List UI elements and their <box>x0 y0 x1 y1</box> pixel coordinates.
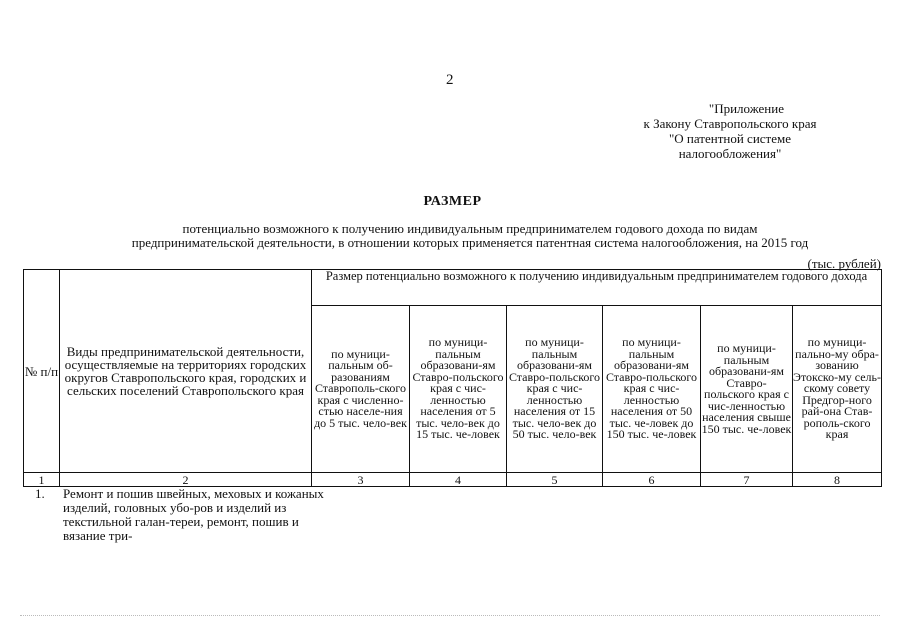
appendix-line-1: "Приложение <box>708 101 784 116</box>
column-number-3: 3 <box>312 473 410 487</box>
subtitle-line-2: предпринимательской деятельности, в отношении которых применяется патентная система налогообложения, на 2015 год <box>131 235 809 250</box>
page-number: 2 <box>446 72 454 88</box>
column-number-5: 5 <box>507 473 603 487</box>
header-pop-50k-150k: по муници-пальным образовани-ям Ставро-польского края с чис-ленностью населения от 50 тыс. че-ловек до 150 тыс. че-ловек <box>603 306 701 473</box>
header-pop-over-150k: по муници-пальным образовани-ям Ставро-польского края с чис-ленностью населения свыше 150 тыс. че-ловек <box>701 306 793 473</box>
column-number-2: 2 <box>60 473 312 487</box>
header-pop-15k-50k: по муници-пальным образовани-ям Ставро-польского края с чис-ленностью населения от 15 тыс. чело-век до 50 тыс. чело-век <box>507 306 603 473</box>
row-number: 1. <box>35 486 45 501</box>
header-pop-up-to-5k: по муници-пальным об-разованиям Ставрополь-ского края с численно-стью населе-ния до 5 тыс. чело-век <box>312 306 410 473</box>
document-title: РАЗМЕР <box>423 194 482 209</box>
header-number: № п/п <box>24 270 60 473</box>
column-number-1: 1 <box>24 473 60 487</box>
income-table <box>23 269 882 487</box>
header-income-group: Размер потенциально возможного к получению индивидуальным предпринимателем годового дохода <box>312 270 882 306</box>
column-number-8: 8 <box>793 473 882 487</box>
appendix-line-3: "О патентной системе <box>668 131 792 146</box>
scan-artifact-line <box>20 615 880 616</box>
appendix-line-4: налогообложения" <box>678 146 782 161</box>
appendix-heading <box>600 101 860 161</box>
document-subtitle <box>40 222 900 250</box>
header-activity-kind: Виды предпринимательской деятельности, осуществляемые на территориях городских округов Ставропольского края, городских и сельских поселений Ставропольского края <box>60 270 312 473</box>
units-note: (тыс. рублей) <box>807 256 881 271</box>
subtitle-line-1: потенциально возможного к получению индивидуальным предпринимателем годового дохода по видам <box>182 221 758 236</box>
column-number-6: 6 <box>603 473 701 487</box>
header-pop-5k-15k: по муници-пальным образовани-ям Ставро-польского края с чис-ленностью населения от 5 тыс. чело-век до 15 тыс. че-ловек <box>410 306 507 473</box>
column-number-7: 7 <box>701 473 793 487</box>
appendix-line-2: к Закону Ставропольского края <box>643 116 817 131</box>
header-etoksky-council: по муници-пально-му обра-зованию Этокско-му сель-скому совету Предгор-ного рай-она Став-рополь-ского края <box>793 306 882 473</box>
column-number-4: 4 <box>410 473 507 487</box>
row-activity-text: Ремонт и пошив швейных, меховых и кожаных изделий, головных убо-ров и изделий из текстильной галан-тереи, ремонт, пошив и вязание три- <box>63 486 324 543</box>
